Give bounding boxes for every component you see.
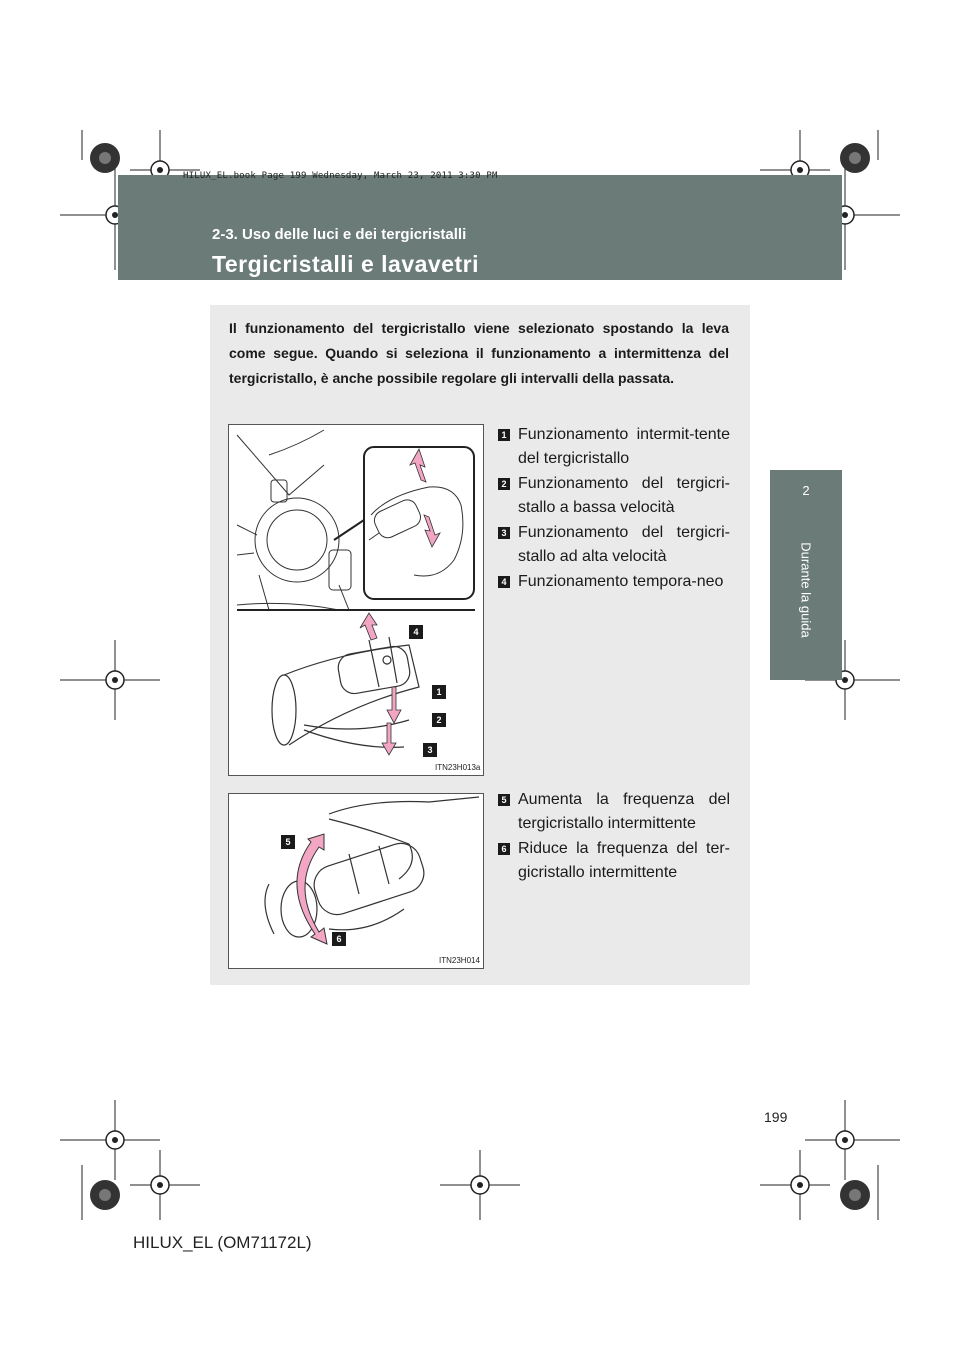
callout-6: 6 <box>332 932 346 946</box>
figure-code-2: ITN23H014 <box>439 956 480 965</box>
item-number-badge: 5 <box>498 794 510 806</box>
figure-intermittent-ring <box>228 793 484 969</box>
item-number-badge: 6 <box>498 843 510 855</box>
book-stamp: HILUX_EL.book Page 199 Wednesday, March 23, 2011 3:30 PM <box>183 171 498 181</box>
chapter-number: 2 <box>802 483 810 498</box>
item-text: Funzionamento intermit-tente del tergicristallo <box>518 426 730 467</box>
item-text: Riduce la frequenza del ter-gicristallo intermittente <box>518 840 730 881</box>
item-number-badge: 2 <box>498 478 510 490</box>
item-text: Funzionamento del tergicri-stallo a bassa velocità <box>518 475 730 516</box>
section-title: 2-3. Uso delle luci e dei tergicristalli <box>212 226 467 243</box>
list-item <box>498 521 730 569</box>
page-title: Tergicristalli e lavavetri <box>212 251 479 277</box>
interval-list <box>498 788 730 886</box>
callout-5: 5 <box>281 835 295 849</box>
chapter-label <box>796 520 816 660</box>
item-number-badge: 1 <box>498 429 510 441</box>
list-item <box>498 472 730 520</box>
list-item <box>498 423 730 471</box>
list-item <box>498 788 730 836</box>
wiper-mode-list <box>498 423 730 595</box>
figure-wiper-lever <box>228 424 484 776</box>
item-text: Aumenta la frequenza del tergicristallo intermittente <box>518 791 730 832</box>
page-number: 199 <box>764 1109 788 1125</box>
item-text: Funzionamento del tergicri-stallo ad alta velocità <box>518 524 730 565</box>
callout-4: 4 <box>409 625 423 639</box>
footer-model-code: HILUX_EL (OM71172L) <box>133 1233 312 1252</box>
ring-illustration <box>229 794 483 968</box>
item-number-badge: 4 <box>498 576 510 588</box>
callout-3: 3 <box>423 743 437 757</box>
callout-1: 1 <box>432 685 446 699</box>
list-item <box>498 570 730 594</box>
callout-2: 2 <box>432 713 446 727</box>
figure-code: ITN23H013a <box>435 763 481 772</box>
item-number-badge: 3 <box>498 527 510 539</box>
intro-paragraph: Il funzionamento del tergicristallo viene selezionato spostando la leva come segue. Quando si seleziona il funzionamento a intermittenza del tergicristallo, è anche possibile regolare gli intervalli della passata. <box>229 320 729 386</box>
list-item <box>498 837 730 885</box>
item-text: Funzionamento tempora-neo <box>518 573 724 590</box>
chapter-label-text: Durante la guida <box>798 542 814 638</box>
